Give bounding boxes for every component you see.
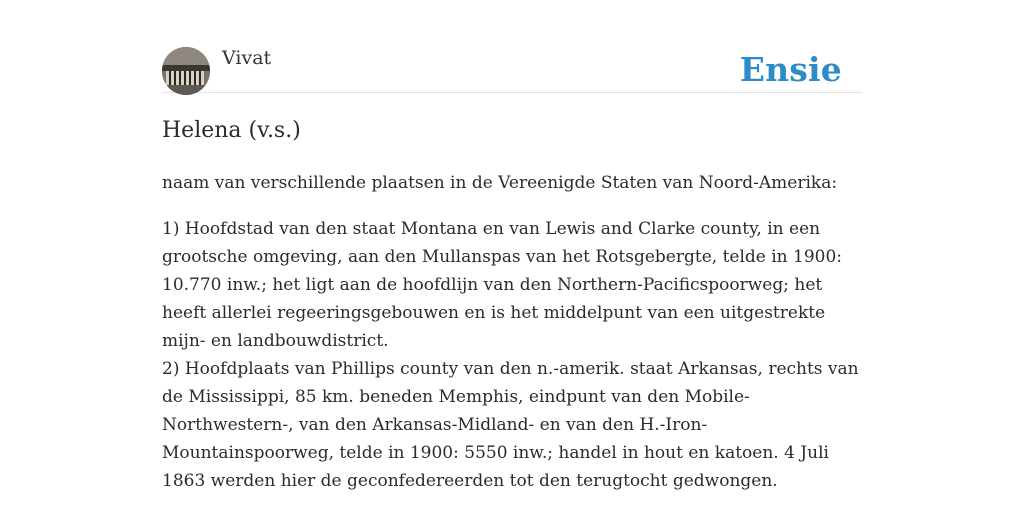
article-paragraph-2: 2) Hoofdplaats van Phillips county van den n.-amerik. staat Arkansas, rechts van de Mississippi, 85 km. beneden Memphis, eindpunt van den Mobile-Northwestern-, van den Arkansas-Midland- en van den H.-Iron-Mountainspoorweg, telde in 1900: 5550 inw.; handel in hout en katoen. 4 Juli 1863 werden hier de geconfedereerden tot den terugtocht gedwongen. xyxy=(162,359,859,491)
article-intro: naam van verschillende plaatsen in de Vereenigde Staten van Noord-Amerika: xyxy=(162,173,838,193)
page-container xyxy=(162,0,862,491)
header xyxy=(162,0,862,93)
page-title: Helena (v.s.) xyxy=(162,118,301,143)
avatar-image-icon xyxy=(162,47,210,95)
author-name[interactable]: Vivat xyxy=(222,47,272,69)
article-body xyxy=(162,215,862,495)
article-paragraph-1: 1) Hoofdstad van den staat Montana en van Lewis and Clarke county, in een grootsche omgeving, aan den Mullanspas van het Rotsgebergte, telde in 1900: 10.770 inw.; het ligt aan de hoofdlijn van den Northern-Pacificspoorweg; het heeft allerlei regeeringsgebouwen en is het middelpunt van een uitgestrekte mijn- en landbouwdistrict. xyxy=(162,219,843,351)
avatar[interactable] xyxy=(162,47,210,95)
brand-logo[interactable]: Ensie xyxy=(739,50,842,89)
